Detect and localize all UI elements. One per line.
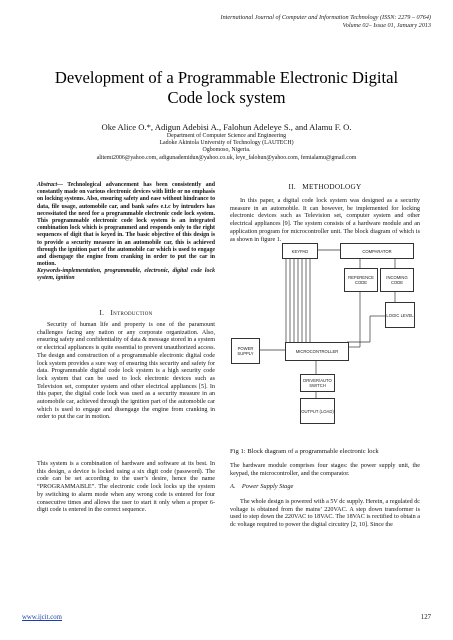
subsection-heading-power-supply: A. Power Supply Stage [230, 483, 294, 490]
keywords: Keywords-implementation, programmable, electronic, digital code lock system, ignition [37, 268, 215, 282]
abstract-text: Technological advancement has been consistently and constantly made on various electronic devices with little or no emphasis on locking systems. Also, ensuring safety and ease without hindrance to data, file usage, automobile car, and bank safes e.t.c by intruders has necessitated the need for a programmable electronic code lock system. This programmable electronic code lock system is an integrated combination lock which is programmed and responds only to the right sequences of digit that is keyed in. The basic objective of this design is to provide a security measure in an automobile car, this is achieved through the ignition part of the automobile car which is used to engage and disengage the engine from cranking in order to put the car in motion. [37, 182, 215, 268]
section-heading-methodology: II. METHODOLOGY [288, 183, 362, 191]
method-paragraph-2: The hardware module comprises four stages: the power supply unit, the keypad, the microcontroller, and the comparator. [230, 463, 420, 477]
abstract [37, 182, 215, 268]
journal-website-link[interactable]: www.ijcit.com [22, 614, 62, 621]
intro-paragraph-2: This system is a combination of hardware and software at its best. In this design, a device is locked using a six digit code (password). The code can be set according to the user’s desire, hence the name “PROGRAMMABLE”. The electronic code lock locks up the system by switching to alarm mode when any wrong code is entered for four consecutive times and allows the user to start it only when a proper 6-digit code is entered in the correct sequence. [37, 461, 215, 514]
driver-switch-block: DRIVER/AUTO SWITCH [300, 374, 335, 392]
journal-name: International Journal of Computer and Information Technology (ISSN: 2279 – 0764) [220, 14, 431, 21]
incoming-code-block: INCOMING CODE [380, 268, 414, 292]
method-paragraph-1: In this paper, a digital code lock system was designed as a security measure in an automobile. It can however, be implemented for locking electronic devices such as Television set, computer system and other electrical appliances [9]. The system consists of a hardware module and an application program for microcontroller unit. The block diagram of which is as shown in figure 1. [230, 198, 420, 243]
author-emails: alitemi2006@yahoo.com, adigunademidun@yahoo.co.uk, leye_falohun@yahoo.com, femialamu@gmail.com [96, 154, 357, 161]
abstract-label: Abstract— [37, 182, 63, 188]
paper-title: Development of a Programmable Electronic Digital Code lock system [54, 68, 399, 107]
comparator-block: COMPARATOR [340, 243, 414, 259]
block-diagram [230, 242, 420, 432]
method-paragraph-3: The whole design is powered with a 5V dc supply. Herein, a regulated dc voltage is obtained from the mains’ 220VAC. A step down transformer is used to step down the 220VAC to 18VAC. The 18VAC is rectified to obtain a dc voltage required to power the digital circuitry [2, 10]. Since the [230, 499, 420, 529]
affiliation: Department of Computer Science and Engineering Ladoke Akintola University of Technology (LAUTECH) Ogbomoso, Nigeria. alitemi2006@yahoo.com, adigunademidun@yahoo.co.uk, leye_falohun@yahoo.com, femialamu@gmail.com [20, 133, 433, 162]
reference-code-block: REFERENCE CODE [344, 268, 378, 292]
logic-level-block: LOGIC LEVEL [385, 302, 415, 328]
intro-paragraph-1: Security of human life and property is one of the paramount challenges facing any nation or any corporate organization. Also, ensuring safety and confidentiality of data & message stored in a system or electrical appliances is quite essential to prevent unauthorized access. The design and construction of a programmable electronic digital code lock system provides a sure way of ensuring this security and safety for data. Programmable digital code lock system is a high security code lock system that can be used to lock electronic devices such as Television set, computer system and other electrical appliances [5]. In this paper, the digital code lock was used as a security measure in an automobile car, achieved through the ignition part of the automobile car which is used to engage and disengage the engine from cranking in order to put the car in motion. [37, 322, 215, 421]
journal-header [131, 14, 431, 30]
power-supply-block: POWER SUPPLY [231, 338, 260, 364]
microcontroller-block: MICROCONTROLLER [285, 342, 349, 361]
journal-volume: Volume 02– Issue 01, January 2013 [342, 22, 431, 29]
figure-caption: Fig 1: Block diagram of a programmable electronic lock [230, 448, 379, 455]
output-load-block: OUTPUT (LOAD) [300, 398, 335, 424]
keypad-block: KEYPAD [282, 243, 318, 259]
author-list: Oke Alice O.*, Adigun Adebisi A., Falohun Adeleye S., and Alamu F. O. [101, 122, 352, 132]
page-number: 127 [420, 614, 431, 621]
section-heading-introduction: I. Introduction [99, 309, 153, 317]
